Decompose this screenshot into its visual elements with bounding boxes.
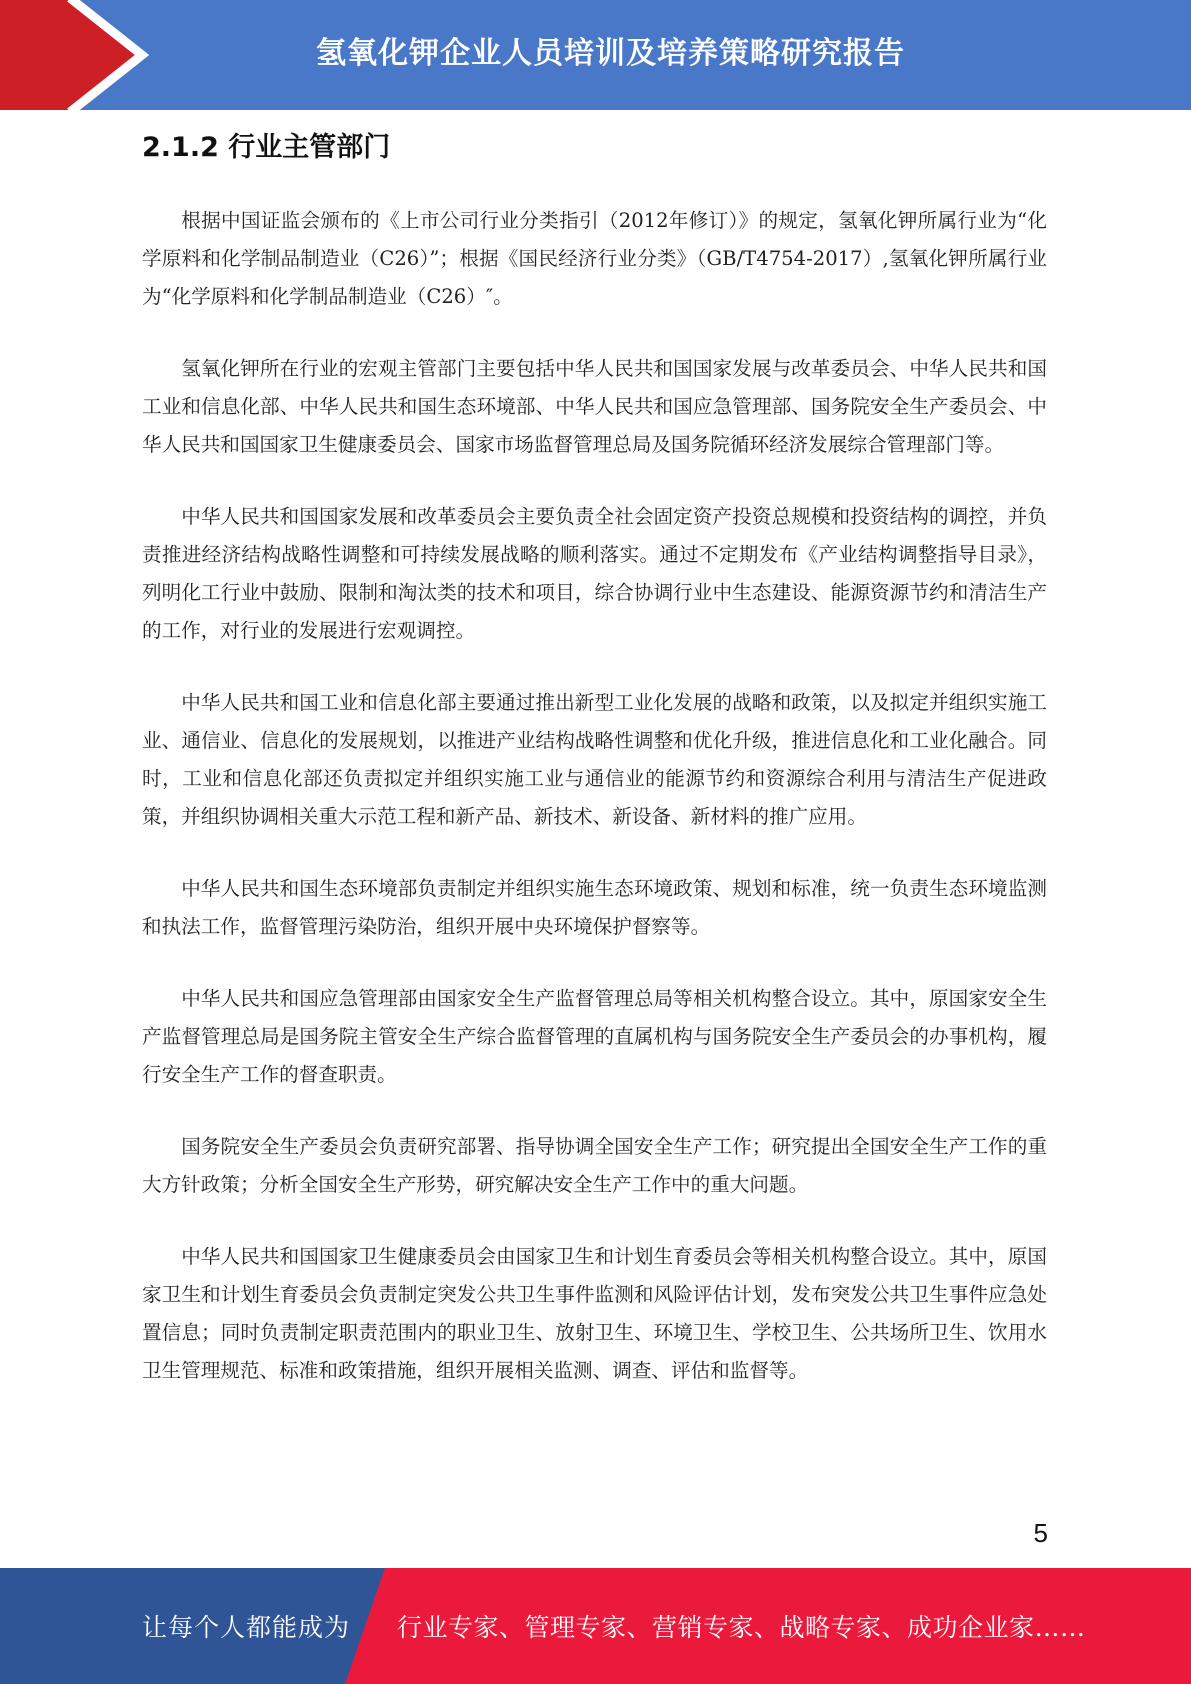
paragraph: 中华人民共和国国家发展和改革委员会主要负责全社会固定资产投资总规模和投资结构的调控，并负责推进经济结构战略性调整和可持续发展战略的顺利落实。通过不定期发布《产业结构调整指导目录》，列明化工行业中鼓励、限制和淘汰类的技术和项目，综合协调行业中生态建设、能源资源节约和清洁生产的工作，对行业的发展进行宏观调控。 <box>142 505 1047 642</box>
main-content <box>142 128 1047 1424</box>
report-title: 氢氧化钾企业人员培训及培养策略研究报告 <box>316 36 905 71</box>
paragraph: 中华人民共和国工业和信息化部主要通过推出新型工业化发展的战略和政策，以及拟定并组织实施工业、通信业、信息化的发展规划，以推进产业结构战略性调整和优化升级，推进信息化和工业化融合。同时，工业和信息化部还负责拟定并组织实施工业与通信业的能源节约和资源综合利用与清洁生产促进政策，并组织协调相关重大示范工程和新产品、新技术、新设备、新材料的推广应用。 <box>142 691 1047 828</box>
section-heading: 2.1.2 行业主管部门 <box>142 132 391 163</box>
paragraph: 中华人民共和国生态环境部负责制定并组织实施生态环境政策、规划和标准，统一负责生态环境监测和执法工作，监督管理污染防治，组织开展中央环境保护督察等。 <box>142 877 1047 938</box>
page-header <box>0 0 1191 110</box>
paragraph: 氢氧化钾所在行业的宏观主管部门主要包括中华人民共和国国家发展与改革委员会、中华人民共和国工业和信息化部、中华人民共和国生态环境部、中华人民共和国应急管理部、国务院安全生产委员会、中华人民共和国国家卫生健康委员会、国家市场监督管理总局及国务院循环经济发展综合管理部门等。 <box>142 357 1047 456</box>
footer-slogan-right: 行业专家、管理专家、营销专家、战略专家、成功企业家…… <box>397 1613 1086 1642</box>
page-number: 5 <box>1033 1518 1048 1548</box>
paragraph: 国务院安全生产委员会负责研究部署、指导协调全国安全生产工作；研究提出全国安全生产工作的重大方针政策；分析全国安全生产形势，研究解决安全生产工作中的重大问题。 <box>142 1135 1047 1196</box>
header-chevron-icon <box>0 0 160 110</box>
page-footer <box>0 1568 1191 1684</box>
paragraph: 中华人民共和国应急管理部由国家安全生产监督管理总局等相关机构整合设立。其中，原国家安全生产监督管理总局是国务院主管安全生产综合监督管理的直属机构与国务院安全生产委员会的办事机构，履行安全生产工作的督查职责。 <box>142 987 1047 1086</box>
paragraph: 中华人民共和国国家卫生健康委员会由国家卫生和计划生育委员会等相关机构整合设立。其中，原国家卫生和计划生育委员会负责制定突发公共卫生事件监测和风险评估计划，发布突发公共卫生事件应急处置信息；同时负责制定职责范围内的职业卫生、放射卫生、环境卫生、学校卫生、公共场所卫生、饮用水卫生管理规范、标准和政策措施，组织开展相关监测、调查、评估和监督等。 <box>142 1245 1047 1382</box>
paragraph: 根据中国证监会颁布的《上市公司行业分类指引（2012年修订）》的规定，氢氧化钾所属行业为“化学原料和化学制品制造业（C26）”；根据《国民经济行业分类》（GB/T4754-2017）,氢氧化钾所属行业为“化学原料和化学制品制造业（C26）″。 <box>142 209 1047 308</box>
footer-slogan-left: 让每个人都能成为 <box>142 1613 351 1642</box>
